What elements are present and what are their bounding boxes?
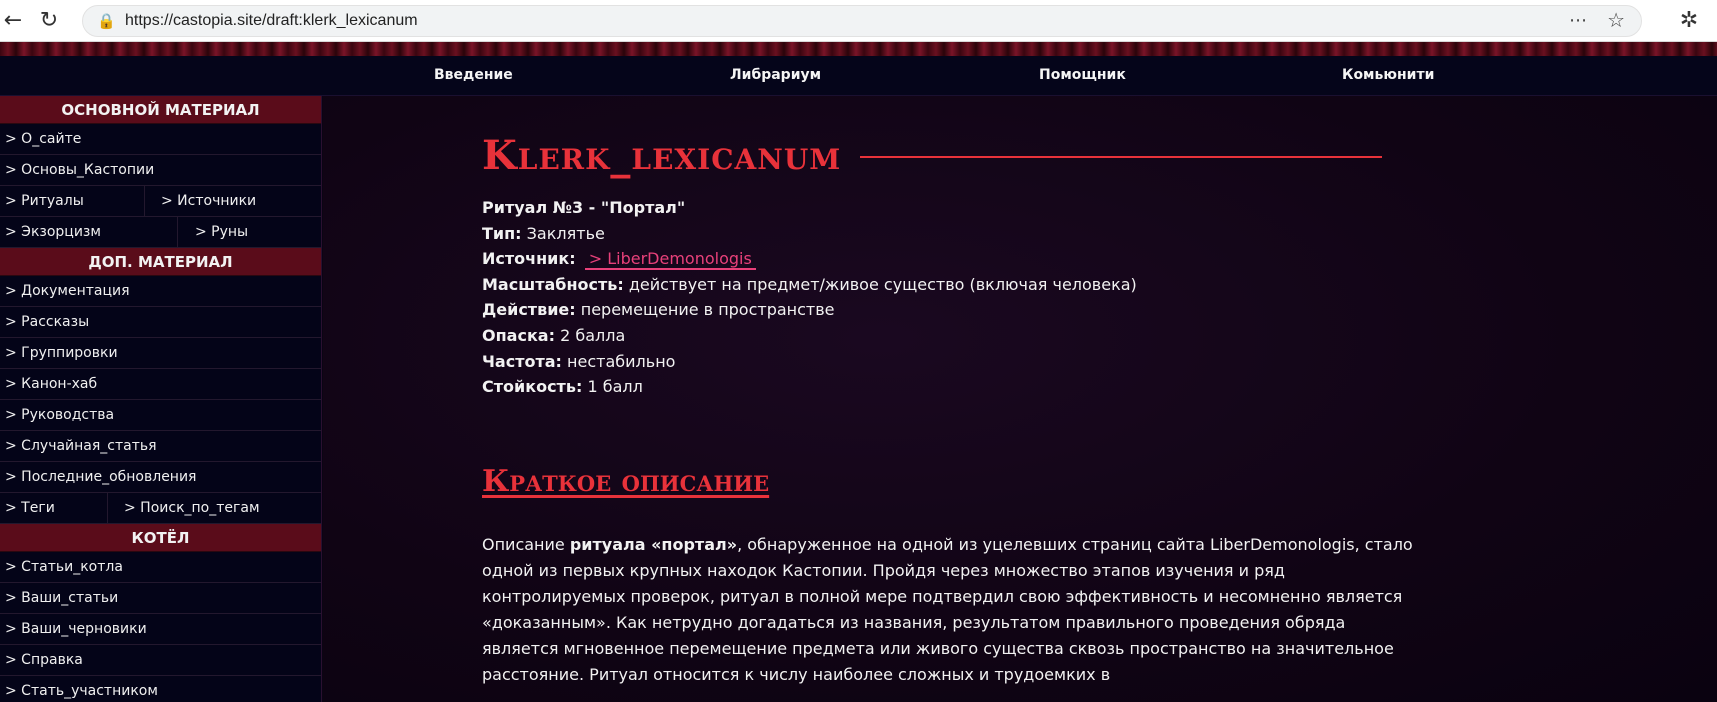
top-navigation [0,56,1717,96]
sidebar-row [0,493,321,524]
sidebar-item-rituals[interactable]: > Ритуалы [0,186,145,216]
stability-value: 1 балл [587,377,643,396]
sidebar-row [0,676,321,702]
sidebar-row [0,217,321,248]
sidebar [0,96,322,702]
frequency-line [482,352,675,371]
nav-helper[interactable]: Помощник [1039,67,1126,83]
main-content [323,96,1717,702]
scale-value: действует на предмет/живое существо (включая человека) [628,275,1137,294]
sidebar-item-runes[interactable]: > Руны [195,224,249,240]
sidebar-item-sources[interactable]: > Источники [161,193,257,209]
sidebar-item-documentation[interactable]: > Документация [5,283,130,299]
sidebar-item-tag-search[interactable]: > Поиск_по_тегам [124,500,260,516]
nav-community[interactable]: Комьюнити [1342,67,1435,83]
action-label: Действие: [482,300,576,319]
sidebar-item-groups[interactable]: > Группировки [5,345,118,361]
sidebar-item-random-article[interactable]: > Случайная_статья [5,438,157,454]
sidebar-row [0,614,321,645]
sidebar-item-tags[interactable]: > Теги [0,493,108,523]
section-title: Краткое описание [482,464,770,499]
ritual-heading [482,198,685,217]
sidebar-row [0,338,321,369]
sidebar-item-canon-hub[interactable]: > Канон-хаб [5,376,98,392]
extensions-icon[interactable]: ✲ [1679,8,1699,33]
type-value: Заклятье [526,224,605,243]
sidebar-item-help[interactable]: > Справка [5,652,83,668]
stability-line [482,377,643,396]
type-line [482,224,605,243]
sidebar-section-title: ДОП. МАТЕРИАЛ [0,248,321,276]
favorite-star-icon[interactable]: ☆ [1607,8,1625,32]
sidebar-item-guides[interactable]: > Руководства [5,407,115,423]
source-link[interactable]: > LiberDemonologis [585,249,756,270]
description-bold: ритуала «портал» [569,535,738,554]
sidebar-row [0,186,321,217]
sidebar-item-cauldron-articles[interactable]: > Статьи_котла [5,559,123,575]
frequency-value: нестабильно [567,352,676,371]
lock-icon[interactable]: 🔒 [97,12,116,30]
browser-toolbar [0,0,1717,42]
source-line [482,249,756,268]
scale-line [482,275,1137,294]
description-text-1: Описание [482,535,570,554]
sidebar-item-basics[interactable]: > Основы_Кастопии [5,162,155,178]
address-bar[interactable] [82,5,1642,37]
sidebar-item-exorcism[interactable]: > Экзорцизм [0,217,178,247]
danger-label: Опаска: [482,326,555,345]
sidebar-item-about[interactable]: > О_сайте [5,131,82,147]
sidebar-row [0,552,321,583]
reload-icon[interactable]: ↻ [39,8,59,33]
sidebar-row [0,155,321,186]
sidebar-row [0,369,321,400]
back-arrow-icon[interactable]: ← [3,8,23,33]
more-options-icon[interactable]: ⋯ [1569,10,1587,31]
sidebar-item-your-articles[interactable]: > Ваши_статьи [5,590,119,606]
title-divider [860,156,1382,158]
type-label: Тип: [482,224,522,243]
sidebar-row [0,307,321,338]
nav-introduction[interactable]: Введение [434,67,513,83]
stability-label: Стойкость: [482,377,583,396]
action-line [482,300,835,319]
action-value: перемещение в пространстве [580,300,835,319]
sidebar-row [0,431,321,462]
sidebar-item-your-drafts[interactable]: > Ваши_черновики [5,621,147,637]
description-text-2: , обнаруженное на одной из уцелевших страниц сайта LiberDemonologis, стало одной из первых крупных находок Кастопии. Пройдя через множество этапов изучения и ряд контролируемых проверок, ритуал в полной мере подтвердил свою эффективность и несомненно является «доказанным». Как нетрудно догадаться из названия, результатом правильного проведения обряда является мгновенное перемещение предмета или живого существа сквозь пространство на значительное расстояние. Ритуал относится к числу наиболее сложных и трудоемких в [482,535,1413,684]
sidebar-row [0,645,321,676]
sidebar-row [0,124,321,155]
sidebar-item-recent-updates[interactable]: > Последние_обновления [5,469,197,485]
decorative-banner [0,42,1717,56]
sidebar-row [0,400,321,431]
sidebar-row [0,462,321,493]
description-paragraph [482,532,1417,688]
sidebar-section-title: КОТЁЛ [0,524,321,552]
frequency-label: Частота: [482,352,562,371]
sidebar-row [0,276,321,307]
danger-line [482,326,625,345]
sidebar-item-stories[interactable]: > Рассказы [5,314,90,330]
sidebar-section-title: ОСНОВНОЙ МАТЕРИАЛ [0,96,321,124]
page-title: Klerk_lexicanum [482,132,842,179]
ritual-label: Ритуал №3 - "Портал" [482,198,686,217]
danger-value: 2 балла [560,326,626,345]
source-label: Источник: [482,249,576,268]
scale-label: Масштабность: [482,275,624,294]
url-text[interactable]: https://castopia.site/draft:klerk_lexicanum [125,12,418,29]
sidebar-item-become-member[interactable]: > Стать_участником [5,683,158,699]
nav-librarium[interactable]: Либрариум [730,67,822,83]
sidebar-row [0,583,321,614]
